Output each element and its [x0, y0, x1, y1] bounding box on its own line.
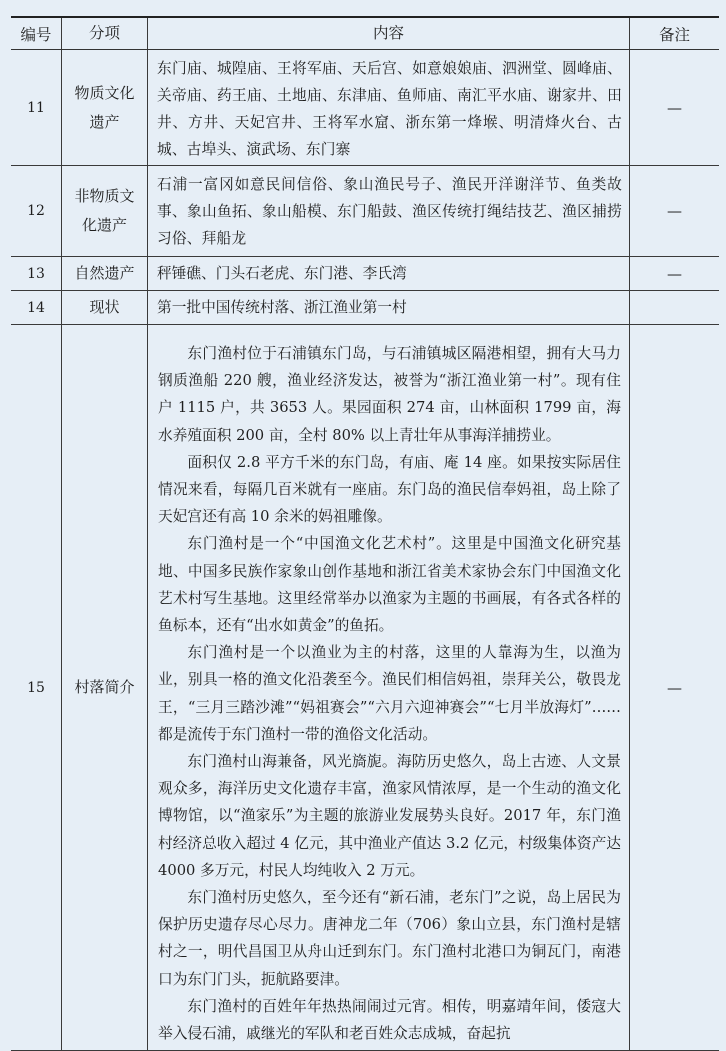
row-note	[630, 291, 720, 325]
row-note: —	[630, 325, 720, 1051]
row-content: 石浦一富冈如意民间信俗、象山渔民号子、渔民开洋谢洋节、鱼类故事、象山鱼拓、象山船模、东门船鼓、渔区传统打绳结技艺、渔区捕捞习俗、拜船龙	[157, 176, 622, 247]
intro-paragraph: 东门渔村位于石浦镇东门岛，与石浦镇城区隔港相望，拥有大马力钢质渔船 220 艘，渔业经济发达，被誉为“浙江渔业第一村”。现有住户 1115 户，共 3653 人。果园面积 274 亩，山林面积 1799 亩，海水养殖面积 200 亩，全村 80% 以上青壮年从事海洋捕捞业。	[158, 345, 621, 444]
row-category: 现状	[62, 291, 148, 325]
row-content: 东门庙、城隍庙、王将军庙、天后宫、如意娘娘庙、泗洲堂、圆峰庙、关帝庙、药王庙、土地庙、东津庙、鱼师庙、南汇平水庙、谢家井、田井、方井、天妃宫井、王将军水窟、浙东第一烽堠、明清烽火台、古城、古埠头、演武场、东门寨	[157, 60, 622, 158]
table-row	[11, 257, 719, 291]
row-num: 11	[11, 50, 62, 166]
row-num: 14	[11, 291, 62, 325]
table-row	[11, 325, 719, 1051]
intro-paragraph: 面积仅 2.8 平方千米的东门岛，有庙、庵 14 座。如果按实际居住情况来看，每隔几百米就有一座庙。东门岛的渔民信奉妈祖，岛上除了天妃宫还有高 10 余米的妈祖雕像。	[158, 453, 621, 526]
row-content: 第一批中国传统村落、浙江渔业第一村	[157, 299, 407, 316]
row-num: 13	[11, 257, 62, 291]
table-row	[11, 291, 719, 325]
row-note: —	[630, 257, 720, 291]
intro-paragraph: 东门渔村的百姓年年热热闹闹过元宵。相传，明嘉靖年间，倭寇大举入侵石浦，戚继光的军队和老百姓众志成城，奋起抗	[158, 997, 621, 1043]
row-content: 秤锤礁、门头石老虎、东门港、李氏湾	[157, 265, 407, 282]
header-content: 内容	[148, 17, 630, 50]
row-category: 非物质文化遗产	[74, 187, 135, 234]
header-num: 编号	[11, 17, 62, 50]
row-num: 12	[11, 166, 62, 257]
row-category: 物质文化遗产	[74, 83, 135, 131]
heritage-table	[11, 16, 719, 1051]
header-note: 备注	[630, 17, 720, 50]
intro-paragraph: 东门渔村是一个“中国渔文化艺术村”。这里是中国渔文化研究基地、中国多民族作家象山创作基地和浙江省美术家协会东门中国渔文化艺术村写生基地。这里经常举办以渔家为主题的书画展，有各式各样的鱼标本，还有“出水如黄金”的鱼拓。	[158, 535, 621, 635]
row-num: 15	[11, 325, 62, 1051]
row-note: —	[630, 166, 720, 257]
row-category: 自然遗产	[62, 257, 148, 291]
village-intro	[148, 325, 629, 1047]
intro-paragraph: 东门渔村历史悠久，至今还有“新石浦，老东门”之说，岛上居民为保护历史遗存尽心尽力。唐神龙二年（706）象山立县，东门渔村是辖村之一，明代昌国卫从舟山迁到东门。东门渔村北港口为铜瓦门，南港口为东门门头，扼航路要津。	[158, 889, 621, 988]
header-category: 分项	[62, 17, 148, 50]
table-row	[11, 50, 719, 166]
intro-paragraph: 东门渔村山海兼备，风光旖旎。海防历史悠久，岛上古迹、人文景观众多，海洋历史文化遗存丰富，渔家风情浓厚，是一个生动的渔文化博物馆，以“渔家乐”为主题的旅游业发展势头良好。2017 年，东门渔村经济总收入超过 4 亿元，其中渔业产值达 3.2 亿元，村级集体资产达 4000 多万元，村民人均纯收入 2 万元。	[158, 753, 621, 879]
row-category: 村落简介	[62, 325, 148, 1051]
table-header-row	[11, 17, 719, 50]
row-note: —	[630, 50, 720, 166]
intro-paragraph: 东门渔村是一个以渔业为主的村落，这里的人靠海为生，以渔为业，别具一格的渔文化沿袭至今。渔民们相信妈祖，崇拜关公，敬畏龙王，“三月三踏沙滩”“妈祖赛会”“六月六迎神赛会”“七月半放海灯”……都是流传于东门渔村一带的渔俗文化活动。	[158, 644, 621, 743]
table-row	[11, 166, 719, 257]
